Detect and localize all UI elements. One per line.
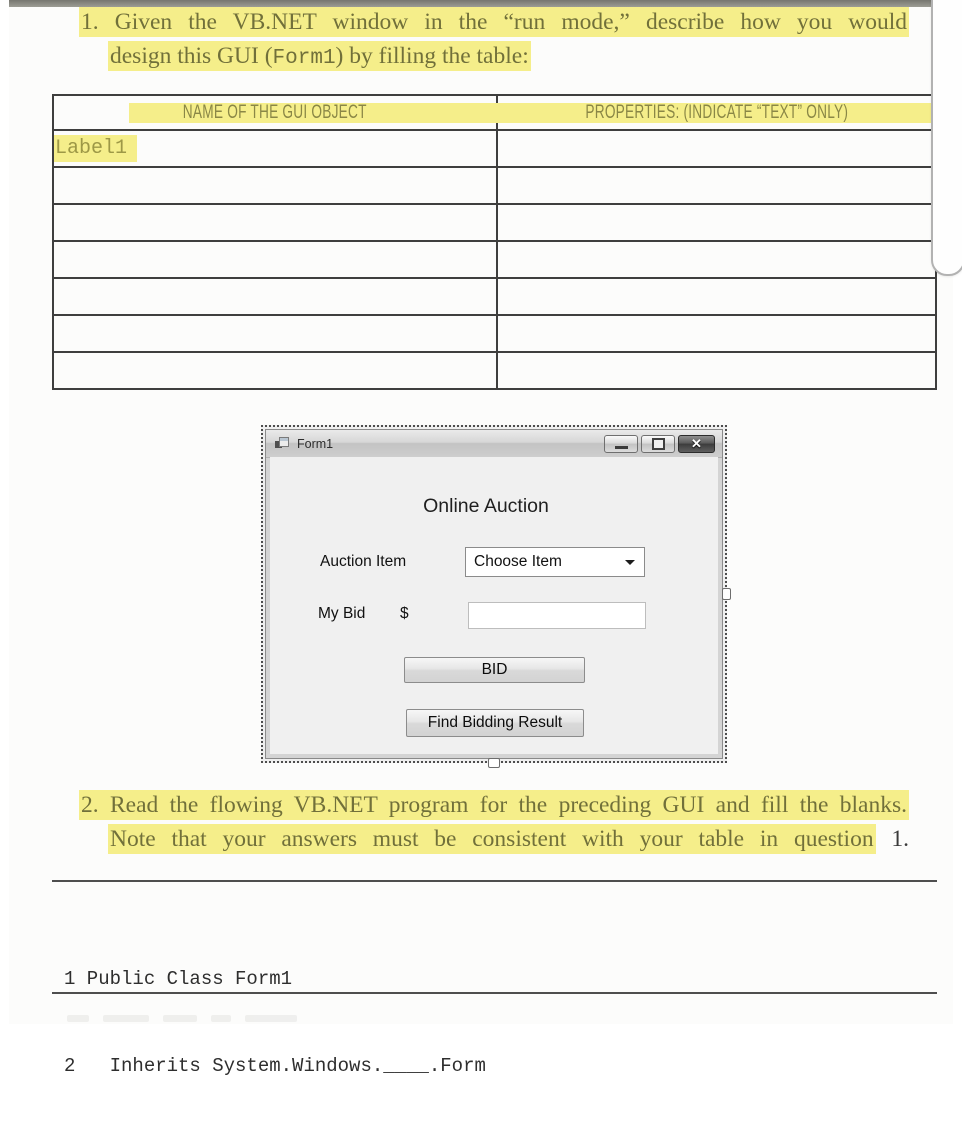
find-bidding-result-button[interactable]: Find Bidding Result xyxy=(406,709,584,737)
question-2-text: 2. Read the flowing VB.NET program for the preceding GUI and fill the blanks. xyxy=(81,792,907,818)
form-screenshot-selection xyxy=(261,425,727,763)
table-row xyxy=(53,204,936,241)
question-2 xyxy=(79,789,909,856)
bid-button[interactable]: BID xyxy=(404,657,585,683)
table-header-row xyxy=(53,95,936,130)
cell-properties xyxy=(497,130,937,167)
cell-object-name xyxy=(53,315,497,352)
auction-item-label: Auction Item xyxy=(320,553,407,570)
question-2-line-1 xyxy=(79,789,909,823)
maximize-icon xyxy=(652,438,665,450)
close-icon: ✕ xyxy=(691,435,702,451)
form1-client-area xyxy=(270,457,718,754)
cell-object-name xyxy=(53,204,497,241)
code-line-2 xyxy=(64,1052,486,1081)
scrollbar-thumb[interactable] xyxy=(931,0,962,276)
cell-object-name xyxy=(53,241,497,278)
cell-properties xyxy=(497,241,937,278)
col2-header-label: PROPERTIES: (INDICATE “TEXT” ONLY) xyxy=(584,101,848,123)
table-row xyxy=(53,278,936,315)
cell-properties xyxy=(497,204,937,241)
form1-titlebar[interactable] xyxy=(266,430,722,458)
header-cell-name xyxy=(53,95,497,130)
cell-properties xyxy=(497,278,937,315)
window-controls xyxy=(604,435,715,453)
code-line-1: 1 Public Class Form1 xyxy=(64,968,293,990)
table-row xyxy=(53,315,936,352)
table-row xyxy=(53,352,936,389)
header-cell-properties xyxy=(497,95,937,130)
code-line2-pre: 2 Inherits System.Windows. xyxy=(64,1055,384,1077)
bid-amount-input[interactable] xyxy=(468,602,646,629)
window-title: Form1 xyxy=(297,436,334,451)
gui-objects-table xyxy=(52,94,937,390)
form-heading: Online Auction xyxy=(423,495,549,517)
question-2-line-2 xyxy=(79,823,909,857)
combobox-value: Choose Item xyxy=(474,553,562,570)
cell-object-name xyxy=(53,352,497,389)
question-2-line2-highlight: Note that your answers must be consistent with your table in question xyxy=(110,825,874,852)
close-button[interactable] xyxy=(678,435,715,453)
form1-window xyxy=(265,429,723,759)
minimize-button[interactable] xyxy=(604,435,638,453)
table-row xyxy=(53,167,936,204)
cell-object-name xyxy=(53,130,497,167)
label1-value: Label1 xyxy=(54,135,137,162)
question-1 xyxy=(79,6,909,75)
resize-handle-right[interactable] xyxy=(722,588,731,600)
code-fill-in-blank: ____ xyxy=(383,1055,429,1077)
table-row xyxy=(53,241,936,278)
my-bid-label: My Bid xyxy=(318,605,366,622)
cropped-next-line xyxy=(67,1015,297,1022)
minimize-icon xyxy=(615,446,628,449)
cell-properties xyxy=(497,352,937,389)
horizontal-rule-top xyxy=(52,880,937,882)
code-line2-post: .Form xyxy=(428,1055,486,1077)
question-1-line-1 xyxy=(79,6,909,40)
maximize-button[interactable] xyxy=(641,435,675,453)
col1-header-label: NAME OF THE GUI OBJECT xyxy=(182,101,367,123)
code-listing xyxy=(64,907,486,1139)
table-row xyxy=(53,130,936,167)
form-icon xyxy=(275,437,290,450)
question-2-line2-tail: 1. xyxy=(875,825,909,852)
auction-item-combobox[interactable] xyxy=(465,547,645,577)
question-1-line-2 xyxy=(79,40,909,76)
form1-code-token: Form1 xyxy=(272,46,336,70)
cell-properties xyxy=(497,167,937,204)
question-1-line2-post: ) by filling the table: xyxy=(335,42,529,69)
question-1-text: 1. Given the VB.NET window in the “run mode,” describe how you would xyxy=(81,9,907,35)
cell-object-name xyxy=(53,278,497,315)
question-1-line2-pre: design this GUI ( xyxy=(110,42,273,69)
document-page xyxy=(9,0,953,1077)
chevron-down-icon xyxy=(625,560,635,565)
currency-label: $ xyxy=(400,605,409,622)
resize-handle-bottom[interactable] xyxy=(488,758,500,768)
cell-object-name xyxy=(53,167,497,204)
horizontal-rule-bottom xyxy=(52,992,937,994)
cell-properties xyxy=(497,315,937,352)
